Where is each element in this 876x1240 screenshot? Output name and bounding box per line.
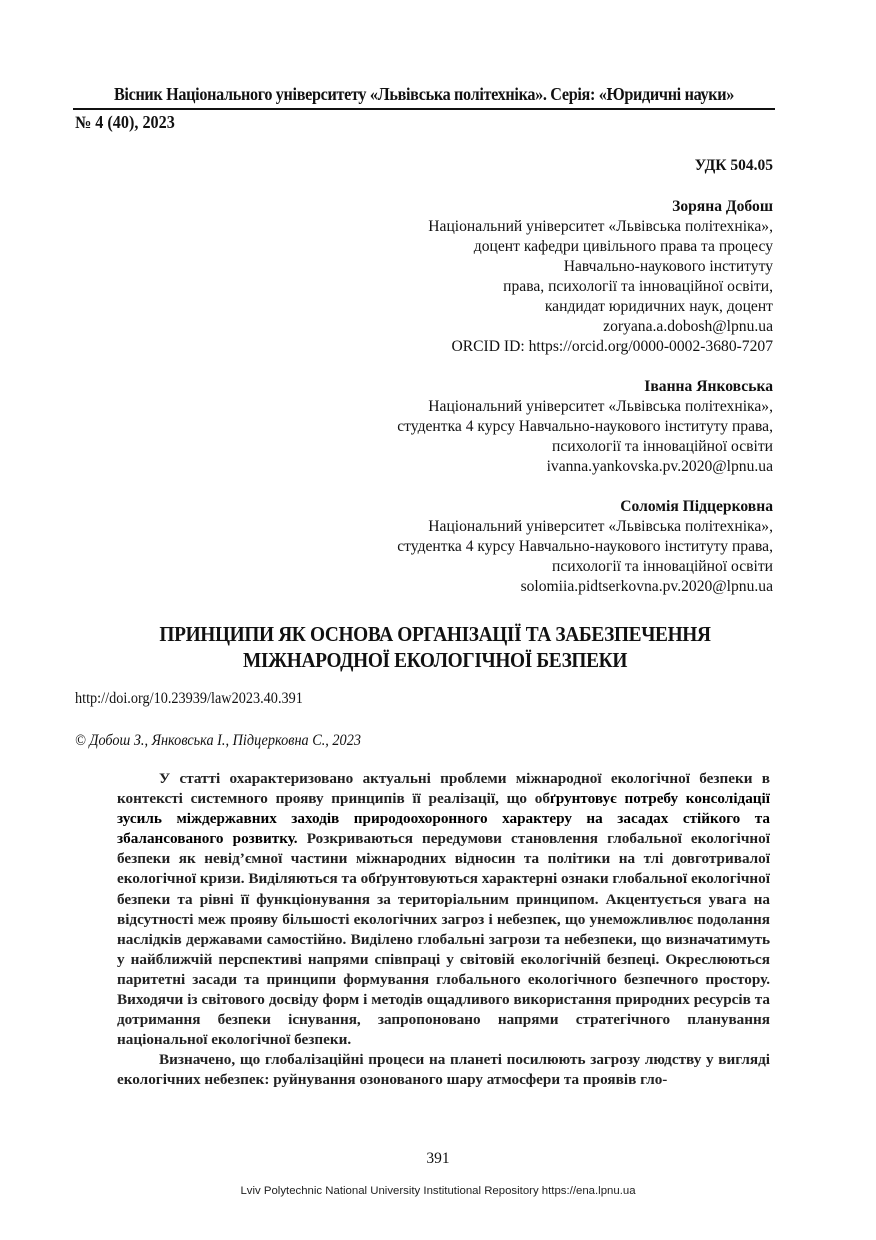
author-position: студентка 4 курсу Навчально-наукового інституту права, bbox=[397, 418, 773, 435]
page-number: 391 bbox=[426, 1150, 450, 1167]
issue-number: № 4 (40), 2023 bbox=[75, 112, 175, 132]
article-title-line: ПРИНЦИПИ ЯК ОСНОВА ОРГАНІЗАЦІЇ ТА ЗАБЕЗПЕЧЕННЯ bbox=[159, 622, 711, 646]
abstract-paragraph bbox=[117, 769, 770, 1050]
abstract bbox=[117, 769, 770, 1091]
article-title bbox=[73, 621, 797, 673]
repository-footer: Lviv Polytechnic National University Institutional Repository https://ena.lpnu.ua bbox=[240, 1185, 636, 1197]
doi-link[interactable]: http://doi.org/10.23939/law2023.40.391 bbox=[75, 690, 303, 707]
author-affiliation: Національний університет «Львівська політехніка», bbox=[428, 398, 773, 415]
abstract-text: Розкриваються передумови становлення глобальної екологічної безпеки як невід’ємної частини міжнародних відносин та політики на тлі довготривалої екологічної кризи. Виділяються та обґрунтовуються характерні ознаки глобальної екологічної безпеки та рівні її функціонування за територіальним принципом. Акцентується увага на відсутності меж прояву більшості екологічних загроз і небезпек, що унеможливлює подолання наслідків державами самостійно. Виділено глобальні загрози та небезпеки, що визначатимуть у найближчій перспективі напрями співпраці у світовій екологічній безпеці. Окреслюються паритетні засади та принципи формування глобального екологічного безпечного простору. Виходячи із світового досвіду форм і методів ощадливого використання природних ресурсів та дотримання безпеки існування, запропоновано напрями стратегічного планування національної екологічної безпеки. bbox=[117, 830, 770, 1049]
author-block bbox=[397, 497, 773, 597]
author-block bbox=[397, 377, 773, 477]
journal-header: Вісник Національного університету «Львівська політехніка». Серія: «Юридичні науки» bbox=[113, 84, 735, 104]
article-title-line: МІЖНАРОДНОЇ ЕКОЛОГІЧНОЇ БЕЗПЕКИ bbox=[242, 648, 628, 672]
author-name: Зоряна Добош bbox=[672, 198, 773, 215]
author-position: доцент кафедри цивільного права та процесу bbox=[473, 238, 773, 255]
author-name: Соломія Підцерковна bbox=[620, 498, 773, 515]
header-rule bbox=[73, 108, 775, 110]
author-position: студентка 4 курсу Навчально-наукового інституту права, bbox=[397, 538, 773, 555]
body-paragraph: Визначено, що глобалізаційні процеси на планеті посилюють загрозу людству у вигляді екологічних небезпек: руйнування озонованого шару атмосфери та проявів гло- bbox=[117, 1051, 770, 1089]
author-email[interactable]: solomiia.pidtserkovna.pv.2020@lpnu.ua bbox=[520, 578, 773, 595]
abstract-emphasis: ґрунтовує потребу консолідації зусиль міждержавних заходів природоохоронного характеру на засадах стійкого та збалансованого розвитку. bbox=[117, 790, 770, 848]
author-institute: психології та інноваційної освіти bbox=[551, 558, 773, 575]
author-institute: права, психології та інноваційної освіти, bbox=[503, 278, 773, 295]
author-degree: кандидат юридичних наук, доцент bbox=[544, 298, 773, 315]
author-institute: психології та інноваційної освіти bbox=[551, 438, 773, 455]
author-email[interactable]: ivanna.yankovska.pv.2020@lpnu.ua bbox=[546, 458, 773, 475]
abstract-text: У статті охарактеризовано актуальні проблеми міжнародної екологічної безпеки в контексті системного прояву принципів її реалізації, що об bbox=[117, 770, 770, 808]
author-block bbox=[428, 197, 773, 357]
author-institute: Навчально-наукового інституту bbox=[563, 258, 773, 275]
copyright-notice: © Добош З., Янковська І., Підцерковна С., 2023 bbox=[75, 732, 361, 749]
author-email[interactable]: zoryana.a.dobosh@lpnu.ua bbox=[603, 318, 773, 335]
udk-code: УДК 504.05 bbox=[694, 157, 773, 174]
author-affiliation: Національний університет «Львівська політехніка», bbox=[428, 218, 773, 235]
author-orcid[interactable]: ORCID ID: https://orcid.org/0000-0002-3680-7207 bbox=[451, 338, 773, 355]
author-affiliation: Національний університет «Львівська політехніка», bbox=[428, 518, 773, 535]
author-name: Іванна Янковська bbox=[644, 378, 773, 395]
